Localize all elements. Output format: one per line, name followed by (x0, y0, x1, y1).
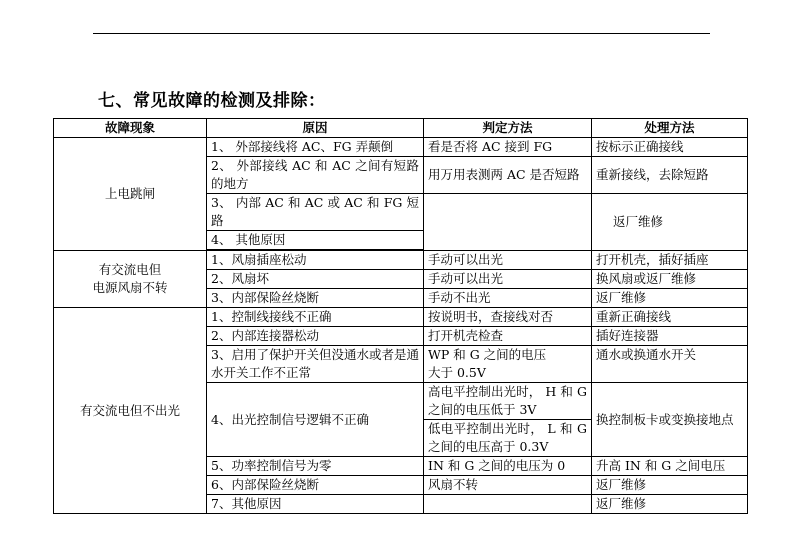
method-cell: 高电平控制出光时， H 和 G 之间的电压低于 3V (424, 383, 592, 420)
fix-cell: 换风扇或返厂维修 (592, 270, 748, 289)
cause-cell: 1、风扇插座松动 (207, 251, 424, 270)
fix-cell: 插好连接器 (592, 327, 748, 346)
symptom-cell: 有交流电但不出光 (54, 308, 207, 514)
header-fix: 处理方法 (592, 119, 748, 138)
fix-cell: 返厂维修 (592, 495, 748, 514)
fix-cell: 返厂维修 (592, 289, 748, 308)
method-cell: 用万用表测两 AC 是否短路 (424, 157, 592, 194)
method-cell (424, 495, 592, 514)
method-cell: 看是否将 AC 接到 FG (424, 138, 592, 157)
cause-cell: 2、内部连接器松动 (207, 327, 424, 346)
table-row (54, 251, 748, 270)
fix-cell: 重新接线，去除短路 (592, 157, 748, 194)
method-cell: 风扇不转 (424, 476, 592, 495)
cause-cell: 5、功率控制信号为零 (207, 457, 424, 476)
fault-table (53, 118, 748, 514)
table-row (54, 308, 748, 327)
fix-cell: 换控制板卡或变换接地点 (592, 383, 748, 457)
header-symptom: 故障现象 (54, 119, 207, 138)
method-cell: 手动不出光 (424, 289, 592, 308)
method-line: 大于 0.5V (428, 365, 486, 380)
fix-cell: 打开机壳，插好插座 (592, 251, 748, 270)
header-method: 判定方法 (424, 119, 592, 138)
symptom-line: 电源风扇不转 (92, 280, 168, 295)
symptom-cell (54, 251, 207, 308)
cause-cell: 6、内部保险丝烧断 (207, 476, 424, 495)
table-row (54, 138, 748, 157)
method-cell: IN 和 G 之间的电压为 0 (424, 457, 592, 476)
method-cell: 打开机壳检查 (424, 327, 592, 346)
cause-cell: 7、其他原因 (207, 495, 424, 514)
header-cause: 原因 (207, 119, 424, 138)
cause-cell: 1、 外部接线将 AC、FG 弄颠倒 (207, 138, 424, 157)
cause-cell: 2、风扇坏 (207, 270, 424, 289)
cause-cell: 2、 外部接线 AC 和 AC 之间有短路的地方 (207, 157, 424, 194)
method-line: WP 和 G 之间的电压 (428, 347, 547, 362)
fix-cell: 升高 IN 和 G 之间电压 (592, 457, 748, 476)
fix-cell: 返厂维修 (592, 194, 748, 251)
fix-cell: 按标示正确接线 (592, 138, 748, 157)
cause-cell: 4、出光控制信号逻辑不正确 (207, 383, 424, 457)
table-header-row (54, 119, 748, 138)
header-rule (93, 33, 710, 34)
method-cell: 手动可以出光 (424, 270, 592, 289)
symptom-cell: 上电跳闸 (54, 138, 207, 251)
symptom-line: 有交流电但 (98, 262, 162, 277)
cause-cell: 1、控制线接线不正确 (207, 308, 424, 327)
fix-cell: 重新正确接线 (592, 308, 748, 327)
cause-cell: 3、启用了保护开关但没通水或者是通水开关工作不正常 (207, 346, 424, 383)
method-cell (424, 346, 592, 383)
method-cell: 按说明书，查接线对否 (424, 308, 592, 327)
fix-cell: 返厂维修 (592, 476, 748, 495)
section-title: 七、常见故障的检测及排除： (98, 91, 326, 111)
cause-cell: 3、 内部 AC 和 AC 或 AC 和 FG 短路 (207, 194, 424, 231)
fix-cell: 通水或换通水开关 (592, 346, 748, 383)
cause-cell: 3、内部保险丝烧断 (207, 289, 424, 308)
cause-cell: 4、 其他原因 (207, 231, 424, 250)
method-cell (424, 194, 592, 251)
method-cell: 手动可以出光 (424, 251, 592, 270)
method-cell: 低电平控制出光时， L 和 G 之间的电压高于 0.3V (424, 420, 592, 457)
